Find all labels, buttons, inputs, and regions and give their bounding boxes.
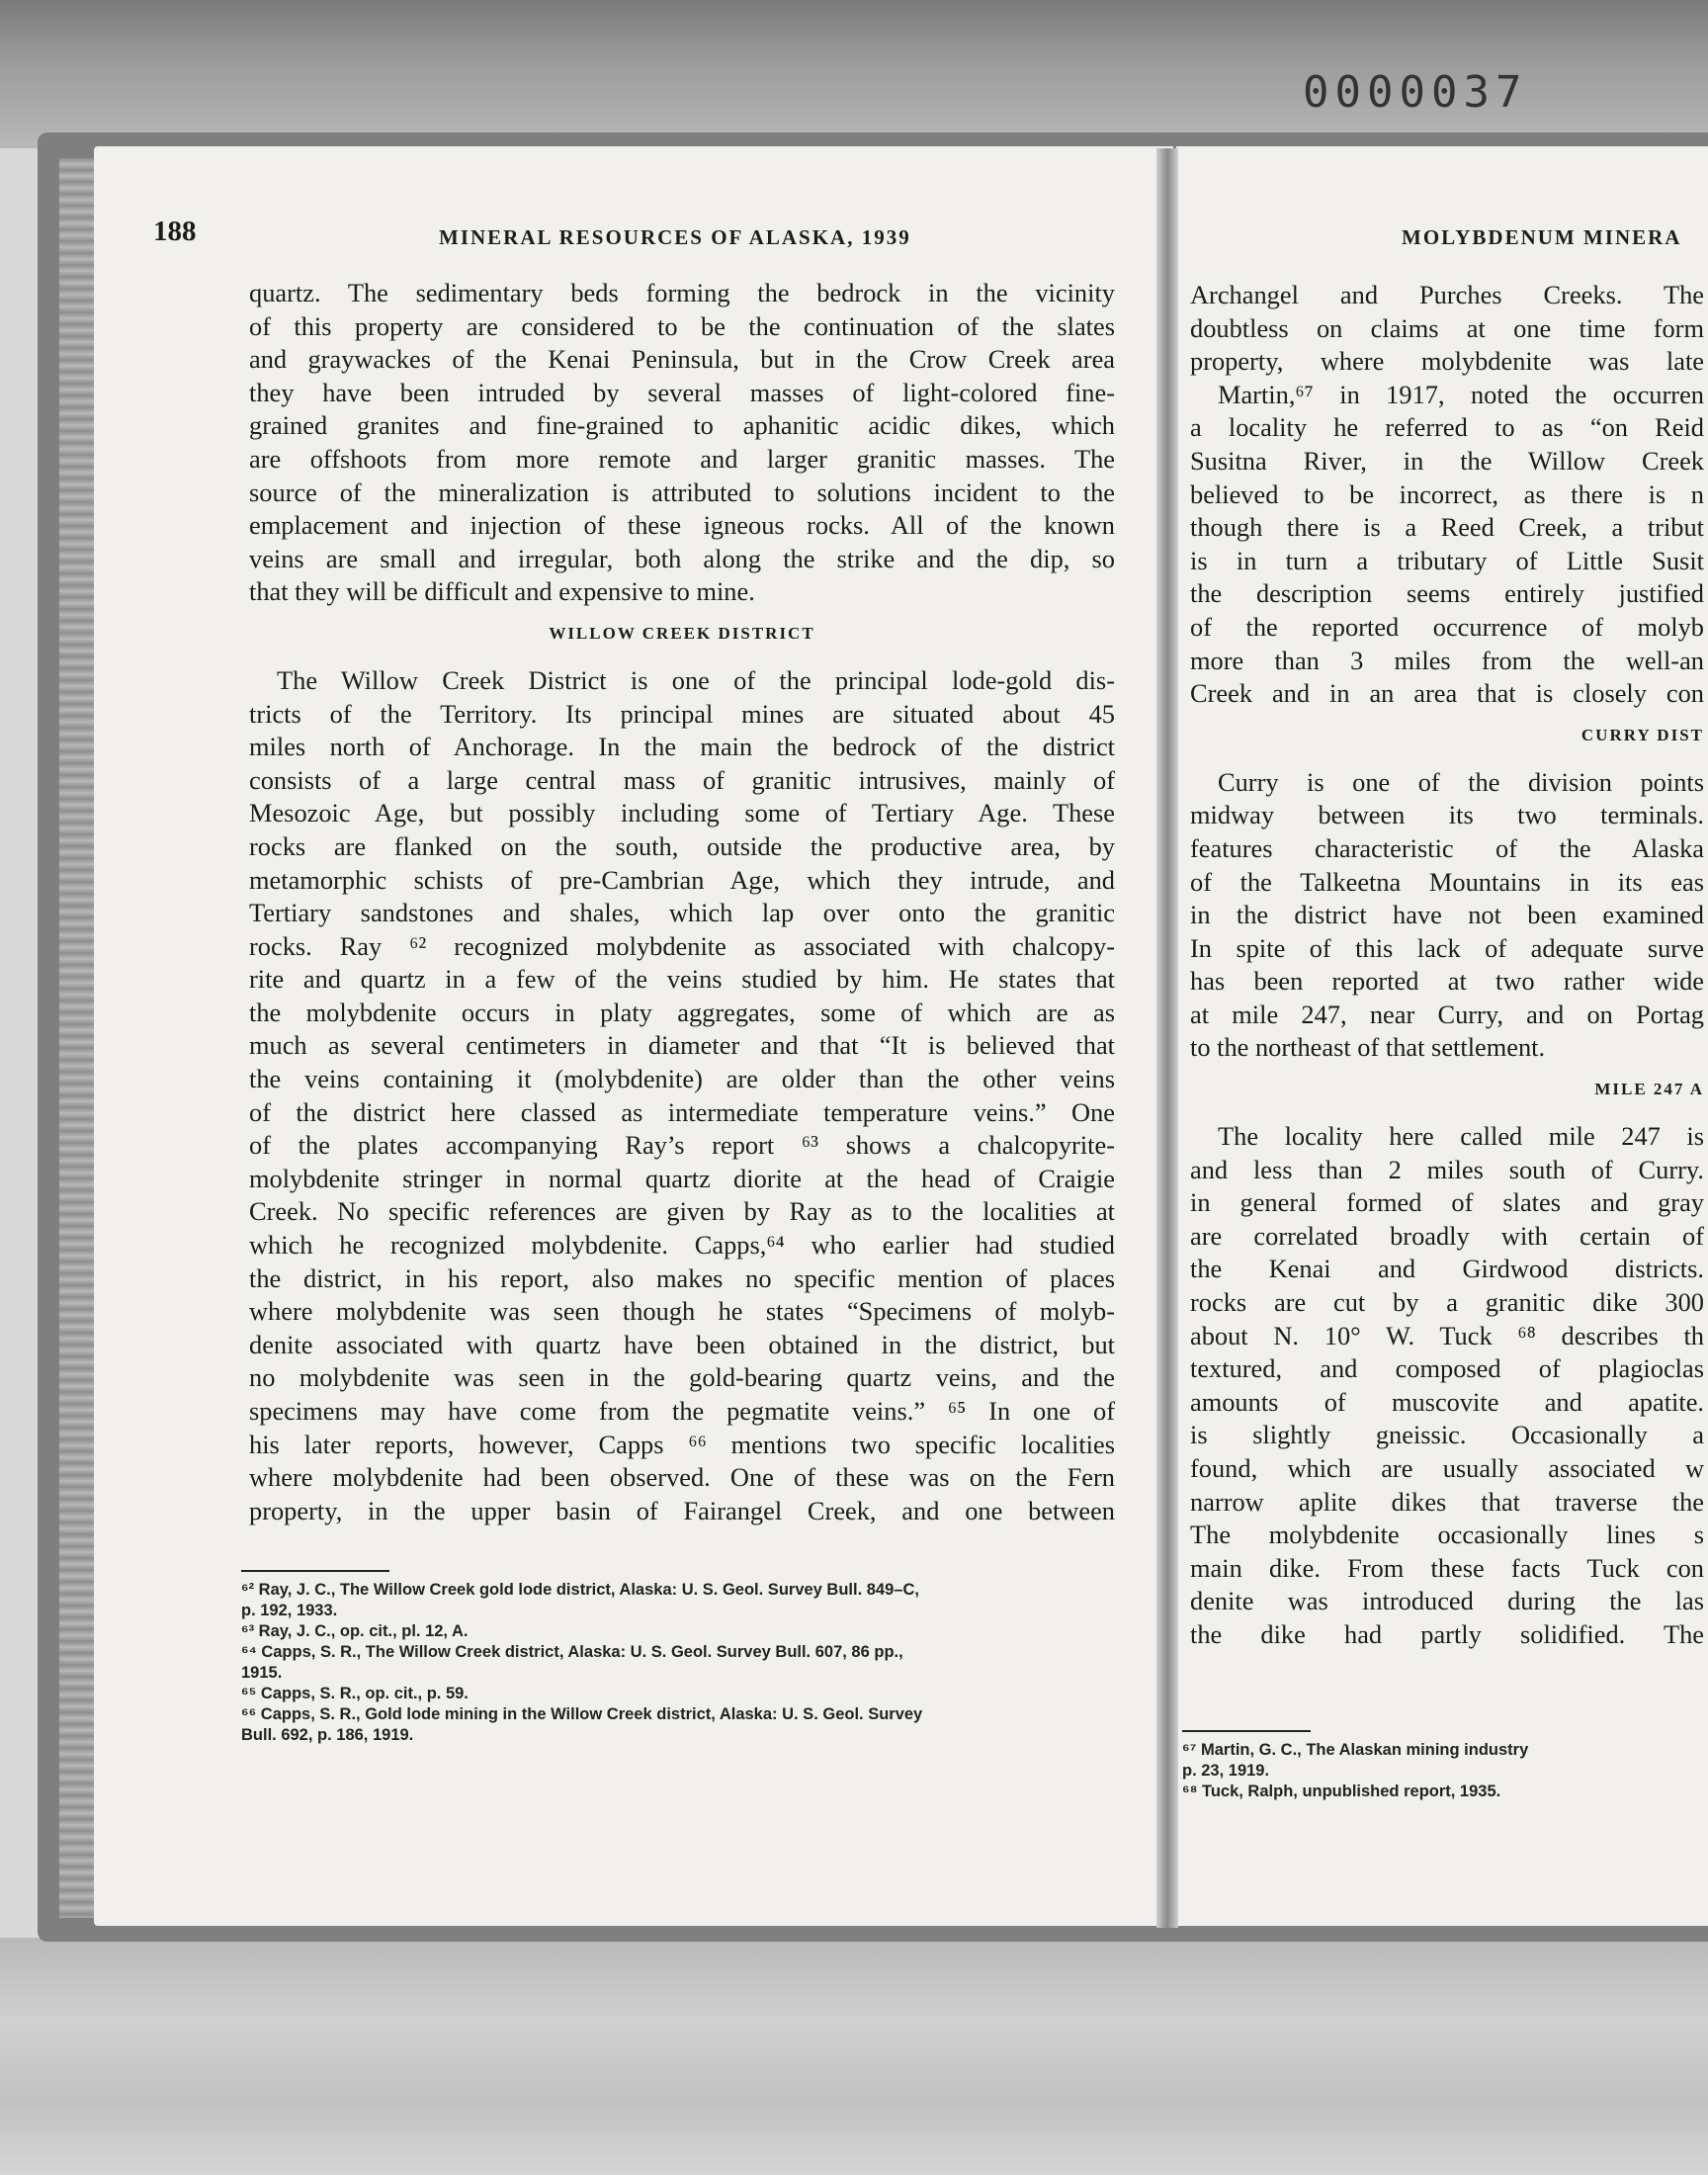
- text-line: In spite of this lack of adequate surve: [1190, 932, 1704, 963]
- footnote-line: ⁶³ Ray, J. C., op. cit., pl. 12, A.: [241, 1622, 469, 1640]
- text-line: doubtless on claims at one time form: [1190, 312, 1704, 343]
- text-line: the description seems entirely justified: [1190, 578, 1704, 609]
- text-line: grained granites and fine-grained to aphanitic acidic dikes, which: [249, 410, 1115, 441]
- footnote-line: ⁶⁵ Capps, S. R., op. cit., p. 59.: [241, 1685, 469, 1702]
- text-line: of the district here classed as intermediate temperature veins.” One: [249, 1096, 1115, 1127]
- text-line: rite and quartz in a few of the veins studied by him. He states that: [249, 964, 1115, 995]
- text-line: main dike. From these facts Tuck con: [1190, 1552, 1704, 1583]
- text-line: rocks. Ray ⁶² recognized molybdenite as associated with chalcopy-: [249, 930, 1115, 961]
- footnote-line: Bull. 692, p. 186, 1919.: [241, 1726, 414, 1744]
- text-line: has been reported at two rather wide: [1190, 966, 1704, 997]
- text-line: the veins containing it (molybdenite) are older than the other veins: [249, 1064, 1115, 1094]
- text-line: narrow aplite dikes that traverse the: [1190, 1486, 1704, 1517]
- text-line: that they will be difficult and expensive to mine.: [249, 576, 755, 607]
- text-line: which he recognized molybdenite. Capps,⁶⁴ who earlier had studied: [249, 1230, 1115, 1261]
- text-line: where molybdenite had been observed. One of these was on the Fern: [249, 1462, 1115, 1493]
- text-line: specimens may have come from the pegmatite veins.” ⁶⁵ In one of: [249, 1396, 1115, 1426]
- running-head-right: MOLYBDENUM MINERA: [1402, 225, 1682, 249]
- text-line: source of the mineralization is attributed to solutions incident to the: [249, 477, 1115, 507]
- text-line: at mile 247, near Curry, and on Portag: [1190, 999, 1704, 1029]
- text-line: Creek and in an area that is closely con: [1190, 678, 1704, 709]
- page-number: 188: [153, 216, 197, 247]
- text-line: veins are small and irregular, both along the strike and the dip, so: [249, 543, 1115, 573]
- text-line: a locality he referred to as “on Reid: [1190, 412, 1704, 443]
- text-line: metamorphic schists of pre-Cambrian Age, which they intrude, and: [249, 864, 1115, 895]
- text-line: amounts of muscovite and apatite.: [1190, 1386, 1704, 1417]
- text-line: much as several centimeters in diameter and that “It is believed that: [249, 1030, 1115, 1061]
- paragraph-curry: [1190, 766, 1704, 1065]
- text-line: The Willow Creek District is one of the principal lode-gold dis-: [277, 664, 1115, 695]
- scan-bottom-shadow: [0, 1938, 1708, 2175]
- text-line: the molybdenite occurs in platy aggregates, some of which are as: [249, 997, 1115, 1027]
- text-line: consists of a large central mass of granitic intrusives, mainly of: [249, 764, 1115, 795]
- text-line: the dike had partly solidified. The: [1190, 1618, 1704, 1649]
- footnotes-left: [241, 1580, 1121, 1746]
- footnote-line: p. 192, 1933.: [241, 1602, 338, 1619]
- text-line: of the plates accompanying Ray’s report ⁶³ shows a chalcopyrite-: [249, 1130, 1115, 1161]
- text-line: tricts of the Territory. Its principal mines are situated about 45: [249, 698, 1115, 729]
- text-line: are correlated broadly with certain of: [1190, 1220, 1704, 1251]
- left-text-column: [249, 277, 1115, 1527]
- text-line: property, where molybdenite was late: [1190, 346, 1704, 377]
- footnote-rule-left: [241, 1570, 389, 1572]
- text-line: in general formed of slates and gray: [1190, 1187, 1704, 1218]
- text-line: Archangel and Purches Creeks. The: [1190, 280, 1704, 309]
- text-line: in the district have not been examined: [1190, 900, 1704, 930]
- right-text-column: [1190, 279, 1704, 1652]
- text-line: denite was introduced during the las: [1190, 1586, 1704, 1616]
- text-line: Mesozoic Age, but possibly including some of Tertiary Age. These: [249, 798, 1115, 828]
- section-heading-mile-247: MILE 247 A: [1594, 1080, 1704, 1099]
- footnote-rule-right: [1182, 1730, 1311, 1732]
- text-line: no molybdenite was seen in the gold-bearing quartz veins, and the: [249, 1362, 1115, 1393]
- text-line: miles north of Anchorage. In the main the bedrock of the district: [249, 732, 1115, 762]
- text-line: molybdenite stringer in normal quartz diorite at the head of Craigie: [249, 1163, 1115, 1193]
- text-line: Creek. No specific references are given by Ray as to the localities at: [249, 1196, 1115, 1227]
- text-line: of the reported occurrence of molyb: [1190, 611, 1704, 642]
- text-line: Susitna River, in the Willow Creek: [1190, 445, 1704, 476]
- section-heading-curry: CURRY DIST: [1580, 725, 1704, 744]
- text-line: where molybdenite was seen though he states “Specimens of molyb-: [249, 1296, 1115, 1327]
- text-line: about N. 10° W. Tuck ⁶⁸ describes th: [1190, 1320, 1704, 1350]
- text-line: rocks are cut by a granitic dike 300: [1190, 1287, 1704, 1318]
- paragraph-archangel: [1190, 279, 1704, 379]
- section-heading-willow-creek: WILLOW CREEK DISTRICT: [549, 623, 815, 643]
- paragraph-intro: [249, 277, 1115, 609]
- text-line: The molybdenite occasionally lines s: [1190, 1520, 1704, 1550]
- text-line: is in turn a tributary of Little Susit: [1190, 545, 1704, 575]
- text-line: though there is a Reed Creek, a tribut: [1190, 512, 1704, 543]
- text-line: The locality here called mile 247 is: [1218, 1121, 1704, 1152]
- text-line: found, which are usually associated w: [1190, 1453, 1704, 1483]
- footnote-line: ⁶⁸ Tuck, Ralph, unpublished report, 1935.: [1182, 1783, 1501, 1800]
- text-line: midway between its two terminals.: [1190, 800, 1704, 830]
- text-line: emplacement and injection of these igneous rocks. All of the known: [249, 510, 1115, 541]
- text-line: rocks are flanked on the south, outside the productive area, by: [249, 830, 1115, 861]
- book-gutter: [1156, 148, 1178, 1928]
- paragraph-martin: [1190, 379, 1704, 711]
- text-line: they have been intruded by several masses of light-colored fine-: [249, 377, 1115, 407]
- text-line: are offshoots from more remote and larger granitic masses. The: [249, 443, 1115, 474]
- footnote-line: ⁶⁶ Capps, S. R., Gold lode mining in the Willow Creek district, Alaska: U. S. Geol. Survey: [241, 1705, 923, 1723]
- text-line: his later reports, however, Capps ⁶⁶ mentions two specific localities: [249, 1429, 1115, 1459]
- text-line: of the Talkeetna Mountains in its eas: [1190, 866, 1704, 897]
- footnotes-right: [1182, 1740, 1708, 1802]
- text-line: Curry is one of the division points: [1218, 766, 1704, 797]
- footnote-line: ⁶⁷ Martin, G. C., The Alaskan mining industry: [1182, 1741, 1529, 1759]
- document-stamp-number: 0000037: [1303, 67, 1528, 118]
- running-head-left: MINERAL RESOURCES OF ALASKA, 1939: [439, 225, 911, 249]
- paragraph-mile-247: [1190, 1120, 1704, 1652]
- text-line: the Kenai and Girdwood districts.: [1190, 1254, 1704, 1284]
- text-line: features characteristic of the Alaska: [1190, 832, 1704, 863]
- text-line: believed to be incorrect, as there is n: [1190, 478, 1704, 509]
- book-binding: [59, 158, 99, 1918]
- text-line: to the northeast of that settlement.: [1190, 1032, 1546, 1063]
- footnote-line: ⁶⁴ Capps, S. R., The Willow Creek district, Alaska: U. S. Geol. Survey Bull. 607, 86 pp.,: [241, 1643, 903, 1661]
- paragraph-willow-creek: [249, 664, 1115, 1527]
- text-line: and graywackes of the Kenai Peninsula, but in the Crow Creek area: [249, 344, 1115, 375]
- text-line: of this property are considered to be the continuation of the slates: [249, 310, 1115, 341]
- text-line: denite associated with quartz have been obtained in the district, but: [249, 1329, 1115, 1359]
- text-line: Tertiary sandstones and shales, which lap over onto the granitic: [249, 898, 1115, 928]
- footnote-line: ⁶² Ray, J. C., The Willow Creek gold lode district, Alaska: U. S. Geol. Survey Bull. 849–C,: [241, 1581, 919, 1599]
- text-line: quartz. The sedimentary beds forming the bedrock in the vicinity: [249, 278, 1115, 307]
- text-line: the district, in his report, also makes no specific mention of places: [249, 1262, 1115, 1293]
- footnote-line: 1915.: [241, 1664, 283, 1682]
- footnote-line: p. 23, 1919.: [1182, 1762, 1270, 1780]
- text-line: more than 3 miles from the well-an: [1190, 645, 1704, 675]
- text-line: and less than 2 miles south of Curry.: [1190, 1154, 1704, 1184]
- text-line: textured, and composed of plagioclas: [1190, 1353, 1704, 1384]
- text-line: Martin,⁶⁷ in 1917, noted the occurren: [1218, 379, 1704, 409]
- text-line: property, in the upper basin of Fairangel Creek, and one between: [249, 1495, 1115, 1525]
- text-line: is slightly gneissic. Occasionally a: [1190, 1420, 1704, 1450]
